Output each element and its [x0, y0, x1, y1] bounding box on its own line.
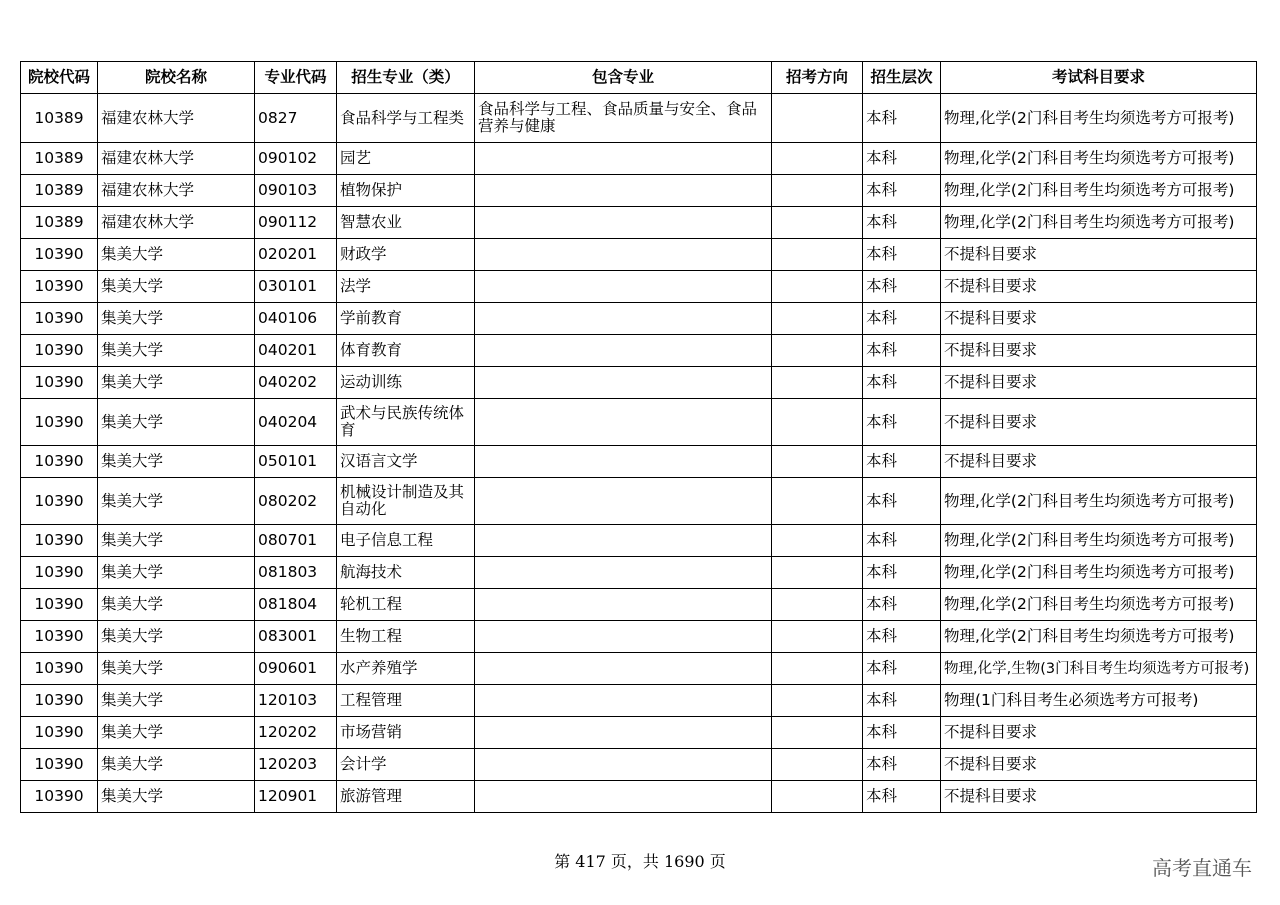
cell-direction: [772, 525, 863, 557]
cell-school-name: 集美大学: [98, 621, 255, 653]
cell-included-majors: [475, 239, 772, 271]
cell-major-code: 020201: [255, 239, 337, 271]
watermark-logo-text: 高考直通车: [1152, 856, 1252, 880]
cell-subject-requirement: 物理,化学(2门科目考生均须选考方可报考): [941, 207, 1257, 239]
cell-subject-requirement: 物理,化学(2门科目考生均须选考方可报考): [941, 478, 1257, 525]
cell-direction: [772, 335, 863, 367]
cell-major-code: 081803: [255, 557, 337, 589]
cell-direction: [772, 271, 863, 303]
cell-direction: [772, 653, 863, 685]
cell-direction: [772, 717, 863, 749]
header-school-name: 院校名称: [98, 62, 255, 94]
cell-major: 电子信息工程: [337, 525, 475, 557]
cell-school-name: 集美大学: [98, 303, 255, 335]
cell-major-code: 120202: [255, 717, 337, 749]
cell-subject-requirement: 不提科目要求: [941, 717, 1257, 749]
cell-subject-requirement: 不提科目要求: [941, 446, 1257, 478]
cell-included-majors: [475, 367, 772, 399]
table-header-row: [21, 62, 1257, 94]
cell-school-code: 10390: [21, 589, 98, 621]
cell-subject-requirement: 不提科目要求: [941, 335, 1257, 367]
cell-included-majors: [475, 749, 772, 781]
cell-school-code: 10390: [21, 335, 98, 367]
cell-included-majors: [475, 653, 772, 685]
cell-subject-requirement: 物理,化学(2门科目考生均须选考方可报考): [941, 557, 1257, 589]
cell-major: 会计学: [337, 749, 475, 781]
cell-school-code: 10390: [21, 303, 98, 335]
cell-school-name: 集美大学: [98, 367, 255, 399]
cell-subject-requirement: 物理,化学(2门科目考生均须选考方可报考): [941, 143, 1257, 175]
cell-school-code: 10390: [21, 557, 98, 589]
cell-level: 本科: [863, 446, 941, 478]
cell-included-majors: [475, 446, 772, 478]
table-row: [21, 781, 1257, 813]
cell-included-majors: [475, 589, 772, 621]
cell-direction: [772, 303, 863, 335]
cell-subject-requirement: 物理,化学(2门科目考生均须选考方可报考): [941, 94, 1257, 143]
cell-direction: [772, 621, 863, 653]
cell-included-majors: [475, 271, 772, 303]
cell-major-code: 090601: [255, 653, 337, 685]
cell-school-name: 集美大学: [98, 653, 255, 685]
cell-level: 本科: [863, 271, 941, 303]
table-row: [21, 367, 1257, 399]
cell-school-code: 10390: [21, 653, 98, 685]
cell-major-code: 040201: [255, 335, 337, 367]
cell-level: 本科: [863, 749, 941, 781]
cell-major: 汉语言文学: [337, 446, 475, 478]
cell-level: 本科: [863, 589, 941, 621]
table-row: [21, 685, 1257, 717]
cell-subject-requirement: 不提科目要求: [941, 749, 1257, 781]
cell-major-code: 040202: [255, 367, 337, 399]
table-row: [21, 271, 1257, 303]
cell-school-code: 10390: [21, 749, 98, 781]
cell-subject-requirement: 不提科目要求: [941, 271, 1257, 303]
cell-school-code: 10390: [21, 781, 98, 813]
header-included-majors: 包含专业: [475, 62, 772, 94]
cell-direction: [772, 589, 863, 621]
table-row: [21, 239, 1257, 271]
cell-included-majors: [475, 781, 772, 813]
cell-direction: [772, 781, 863, 813]
cell-level: 本科: [863, 207, 941, 239]
cell-level: 本科: [863, 335, 941, 367]
cell-direction: [772, 367, 863, 399]
cell-major: 财政学: [337, 239, 475, 271]
cell-school-code: 10390: [21, 717, 98, 749]
cell-subject-requirement: 不提科目要求: [941, 239, 1257, 271]
cell-major: 运动训练: [337, 367, 475, 399]
cell-included-majors: [475, 399, 772, 446]
cell-level: 本科: [863, 557, 941, 589]
cell-major-code: 040204: [255, 399, 337, 446]
cell-major: 旅游管理: [337, 781, 475, 813]
header-school-code: 院校代码: [21, 62, 98, 94]
cell-major: 法学: [337, 271, 475, 303]
cell-school-code: 10390: [21, 446, 98, 478]
cell-school-code: 10390: [21, 685, 98, 717]
cell-level: 本科: [863, 143, 941, 175]
cell-included-majors: [475, 717, 772, 749]
cell-major-code: 120901: [255, 781, 337, 813]
cell-school-name: 福建农林大学: [98, 143, 255, 175]
table-row: [21, 175, 1257, 207]
cell-subject-requirement: 物理,化学(2门科目考生均须选考方可报考): [941, 525, 1257, 557]
cell-included-majors: [475, 143, 772, 175]
cell-major: 工程管理: [337, 685, 475, 717]
cell-major: 机械设计制造及其自动化: [337, 478, 475, 525]
cell-major-code: 080202: [255, 478, 337, 525]
cell-level: 本科: [863, 399, 941, 446]
table-row: [21, 335, 1257, 367]
cell-school-name: 集美大学: [98, 271, 255, 303]
cell-school-code: 10390: [21, 525, 98, 557]
cell-major-code: 030101: [255, 271, 337, 303]
cell-major: 轮机工程: [337, 589, 475, 621]
cell-school-name: 集美大学: [98, 685, 255, 717]
cell-school-code: 10389: [21, 207, 98, 239]
cell-subject-requirement: 物理,化学(2门科目考生均须选考方可报考): [941, 589, 1257, 621]
cell-direction: [772, 175, 863, 207]
cell-included-majors: [475, 207, 772, 239]
cell-direction: [772, 478, 863, 525]
cell-school-name: 集美大学: [98, 525, 255, 557]
cell-major: 水产养殖学: [337, 653, 475, 685]
cell-school-code: 10390: [21, 271, 98, 303]
table-row: [21, 525, 1257, 557]
cell-direction: [772, 685, 863, 717]
cell-level: 本科: [863, 239, 941, 271]
table-row: [21, 446, 1257, 478]
cell-school-name: 集美大学: [98, 335, 255, 367]
header-subject-requirement: 考试科目要求: [941, 62, 1257, 94]
cell-major: 体育教育: [337, 335, 475, 367]
cell-major-code: 050101: [255, 446, 337, 478]
table-row: [21, 94, 1257, 143]
cell-direction: [772, 94, 863, 143]
table-row: [21, 399, 1257, 446]
cell-level: 本科: [863, 175, 941, 207]
cell-major: 智慧农业: [337, 207, 475, 239]
cell-direction: [772, 749, 863, 781]
cell-school-code: 10389: [21, 175, 98, 207]
cell-school-code: 10390: [21, 621, 98, 653]
cell-major-code: 0827: [255, 94, 337, 143]
admissions-table: [20, 61, 1257, 813]
cell-level: 本科: [863, 717, 941, 749]
cell-major-code: 081804: [255, 589, 337, 621]
cell-school-name: 集美大学: [98, 478, 255, 525]
cell-school-code: 10389: [21, 94, 98, 143]
cell-school-code: 10389: [21, 143, 98, 175]
cell-direction: [772, 239, 863, 271]
header-direction: 招考方向: [772, 62, 863, 94]
cell-level: 本科: [863, 685, 941, 717]
table-row: [21, 207, 1257, 239]
cell-level: 本科: [863, 367, 941, 399]
table-row: [21, 557, 1257, 589]
cell-school-code: 10390: [21, 399, 98, 446]
table-row: [21, 589, 1257, 621]
cell-school-code: 10390: [21, 478, 98, 525]
cell-level: 本科: [863, 621, 941, 653]
header-level: 招生层次: [863, 62, 941, 94]
cell-direction: [772, 399, 863, 446]
cell-level: 本科: [863, 478, 941, 525]
table-row: [21, 143, 1257, 175]
cell-school-name: 集美大学: [98, 399, 255, 446]
cell-major-code: 090102: [255, 143, 337, 175]
header-major-code: 专业代码: [255, 62, 337, 94]
cell-school-name: 集美大学: [98, 557, 255, 589]
cell-school-name: 集美大学: [98, 589, 255, 621]
table-row: [21, 717, 1257, 749]
cell-included-majors: [475, 335, 772, 367]
cell-school-name: 集美大学: [98, 446, 255, 478]
cell-subject-requirement: 物理,化学(2门科目考生均须选考方可报考): [941, 621, 1257, 653]
cell-level: 本科: [863, 525, 941, 557]
cell-major: 食品科学与工程类: [337, 94, 475, 143]
cell-subject-requirement: 不提科目要求: [941, 367, 1257, 399]
cell-major-code: 080701: [255, 525, 337, 557]
cell-major-code: 040106: [255, 303, 337, 335]
cell-included-majors: [475, 303, 772, 335]
cell-level: 本科: [863, 94, 941, 143]
cell-direction: [772, 143, 863, 175]
cell-subject-requirement: 物理,化学,生物(3门科目考生均须选考方可报考): [941, 653, 1257, 685]
cell-subject-requirement: 不提科目要求: [941, 399, 1257, 446]
cell-major-code: 120203: [255, 749, 337, 781]
header-major: 招生专业（类）: [337, 62, 475, 94]
cell-major-code: 090112: [255, 207, 337, 239]
cell-direction: [772, 446, 863, 478]
table-row: [21, 303, 1257, 335]
cell-major-code: 120103: [255, 685, 337, 717]
cell-major: 生物工程: [337, 621, 475, 653]
page-number: 第 417 页，共 1690 页: [554, 852, 726, 871]
cell-included-majors: 食品科学与工程、食品质量与安全、食品营养与健康: [475, 94, 772, 143]
cell-included-majors: [475, 525, 772, 557]
cell-school-name: 集美大学: [98, 717, 255, 749]
cell-level: 本科: [863, 781, 941, 813]
cell-included-majors: [475, 175, 772, 207]
cell-major: 航海技术: [337, 557, 475, 589]
cell-school-code: 10390: [21, 367, 98, 399]
cell-school-code: 10390: [21, 239, 98, 271]
cell-included-majors: [475, 685, 772, 717]
cell-subject-requirement: 不提科目要求: [941, 781, 1257, 813]
table-row: [21, 478, 1257, 525]
cell-school-name: 福建农林大学: [98, 207, 255, 239]
cell-included-majors: [475, 478, 772, 525]
cell-level: 本科: [863, 303, 941, 335]
cell-school-name: 福建农林大学: [98, 94, 255, 143]
table-row: [21, 653, 1257, 685]
cell-major: 园艺: [337, 143, 475, 175]
cell-included-majors: [475, 557, 772, 589]
cell-school-name: 集美大学: [98, 781, 255, 813]
cell-direction: [772, 557, 863, 589]
table-row: [21, 621, 1257, 653]
cell-subject-requirement: 物理(1门科目考生必须选考方可报考): [941, 685, 1257, 717]
cell-school-name: 集美大学: [98, 749, 255, 781]
cell-direction: [772, 207, 863, 239]
cell-school-name: 福建农林大学: [98, 175, 255, 207]
table-row: [21, 749, 1257, 781]
cell-subject-requirement: 物理,化学(2门科目考生均须选考方可报考): [941, 175, 1257, 207]
cell-major: 学前教育: [337, 303, 475, 335]
cell-major: 武术与民族传统体育: [337, 399, 475, 446]
cell-major: 植物保护: [337, 175, 475, 207]
cell-major-code: 083001: [255, 621, 337, 653]
cell-major: 市场营销: [337, 717, 475, 749]
cell-included-majors: [475, 621, 772, 653]
cell-level: 本科: [863, 653, 941, 685]
cell-school-name: 集美大学: [98, 239, 255, 271]
cell-subject-requirement: 不提科目要求: [941, 303, 1257, 335]
cell-major-code: 090103: [255, 175, 337, 207]
